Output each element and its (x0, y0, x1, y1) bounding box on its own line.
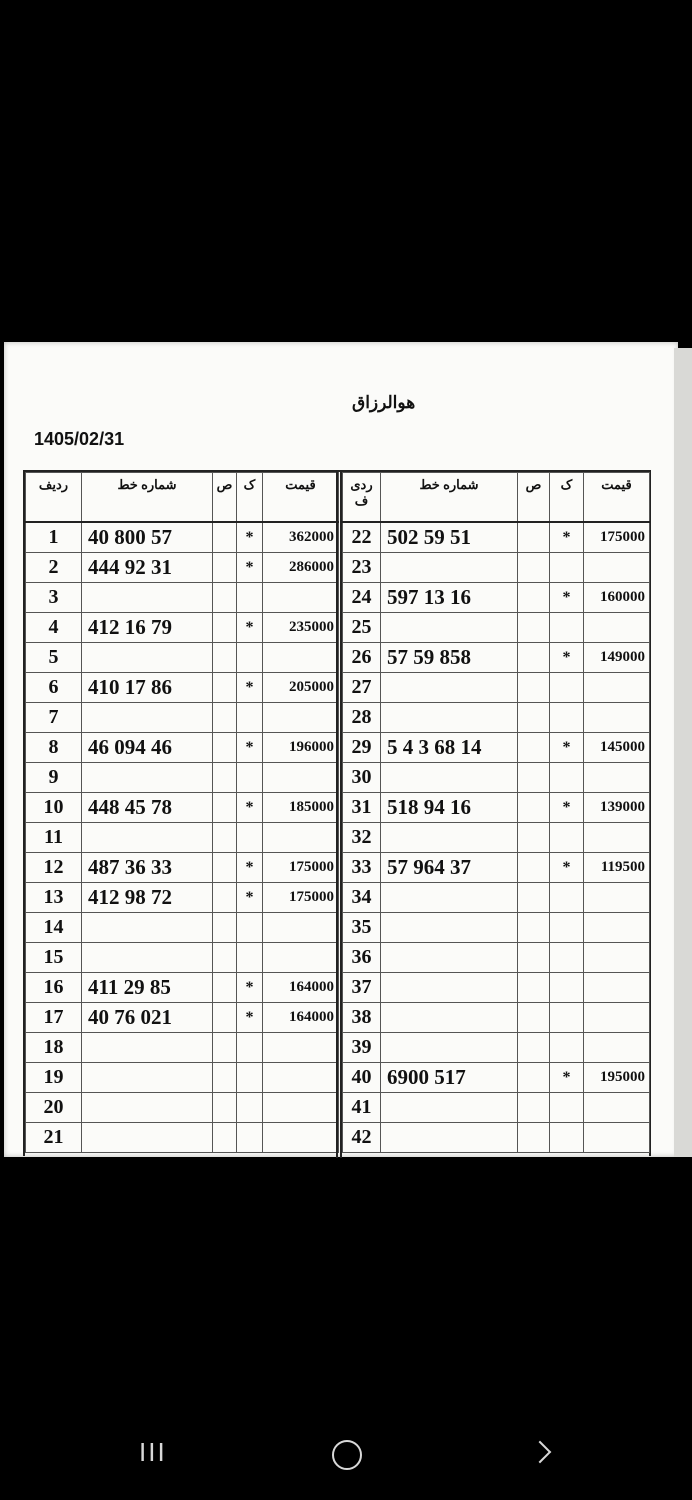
row-number: 23 (343, 553, 381, 583)
k-mark (550, 973, 584, 1003)
k-mark (237, 1093, 263, 1123)
table-row (26, 943, 339, 973)
line-number (381, 973, 518, 1003)
k-mark: * (237, 793, 263, 823)
table-row (26, 1093, 339, 1123)
table-row (26, 703, 339, 733)
k-mark (237, 643, 263, 673)
line-number: 46 094 46 (82, 733, 213, 763)
k-mark (237, 913, 263, 943)
table-row (343, 1033, 650, 1063)
k-mark (237, 583, 263, 613)
row-number: 13 (26, 883, 82, 913)
price: 185000 (263, 793, 339, 823)
line-number (381, 763, 518, 793)
row-number: 19 (26, 1063, 82, 1093)
right-table (342, 472, 650, 1153)
price: 164000 (263, 1003, 339, 1033)
s-cell (518, 1093, 550, 1123)
recent-apps-icon[interactable]: III (139, 1437, 167, 1467)
s-cell (518, 943, 550, 973)
line-number: 487 36 33 (82, 853, 213, 883)
k-mark: * (237, 1003, 263, 1033)
s-cell (518, 763, 550, 793)
header-line-number: شماره خط (381, 473, 518, 523)
line-number: 502 59 51 (381, 522, 518, 553)
line-number (381, 553, 518, 583)
price: 164000 (263, 973, 339, 1003)
k-mark: * (550, 853, 584, 883)
k-mark: * (550, 643, 584, 673)
table-row (26, 853, 339, 883)
line-number (82, 583, 213, 613)
row-number: 20 (26, 1093, 82, 1123)
s-cell (518, 853, 550, 883)
line-number: 57 964 37 (381, 853, 518, 883)
row-number: 2 (26, 553, 82, 583)
s-cell (213, 763, 237, 793)
k-mark (550, 943, 584, 973)
s-cell (213, 553, 237, 583)
document-date: 1405/02/31 (34, 429, 125, 449)
price (263, 823, 339, 853)
k-mark: * (550, 522, 584, 553)
line-number: 597 13 16 (381, 583, 518, 613)
k-mark (550, 763, 584, 793)
header-s: ص (518, 473, 550, 523)
price (263, 943, 339, 973)
k-mark (550, 913, 584, 943)
s-cell (213, 913, 237, 943)
line-number: 5 4 3 68 14 (381, 733, 518, 763)
k-mark (237, 703, 263, 733)
price (584, 883, 650, 913)
k-mark: * (237, 522, 263, 553)
k-mark (237, 1033, 263, 1063)
row-number: 29 (343, 733, 381, 763)
s-cell (518, 823, 550, 853)
row-number: 9 (26, 763, 82, 793)
s-cell (213, 823, 237, 853)
row-number: 8 (26, 733, 82, 763)
s-cell (213, 1063, 237, 1093)
line-number: 40 76 021 (82, 1003, 213, 1033)
left-table-half (25, 472, 338, 1153)
s-cell (518, 883, 550, 913)
document-heading: هوالرزاق (352, 393, 416, 412)
s-cell (213, 973, 237, 1003)
price (263, 703, 339, 733)
price (584, 973, 650, 1003)
s-cell (213, 733, 237, 763)
s-cell (518, 733, 550, 763)
s-cell (213, 883, 237, 913)
row-number: 40 (343, 1063, 381, 1093)
line-number (381, 673, 518, 703)
price (263, 1033, 339, 1063)
row-number: 4 (26, 613, 82, 643)
k-mark: * (237, 883, 263, 913)
table-row (343, 733, 650, 763)
price (263, 913, 339, 943)
table-row (343, 943, 650, 973)
row-number: 27 (343, 673, 381, 703)
s-cell (518, 673, 550, 703)
line-number: 448 45 78 (82, 793, 213, 823)
price (263, 643, 339, 673)
s-cell (213, 793, 237, 823)
price: 119500 (584, 853, 650, 883)
price: 195000 (584, 1063, 650, 1093)
row-number: 10 (26, 793, 82, 823)
row-number: 39 (343, 1033, 381, 1063)
row-number: 11 (26, 823, 82, 853)
table-row (343, 1063, 650, 1093)
k-mark (237, 943, 263, 973)
row-number: 5 (26, 643, 82, 673)
price: 175000 (263, 883, 339, 913)
k-mark: * (237, 673, 263, 703)
line-number: 444 92 31 (82, 553, 213, 583)
s-cell (518, 973, 550, 1003)
left-table (25, 472, 339, 1153)
k-mark (237, 823, 263, 853)
line-number (381, 913, 518, 943)
k-mark (550, 673, 584, 703)
line-number (82, 763, 213, 793)
line-number (82, 1063, 213, 1093)
row-number: 22 (343, 522, 381, 553)
table-row (343, 913, 650, 943)
row-number: 33 (343, 853, 381, 883)
line-number (82, 1093, 213, 1123)
k-mark (550, 823, 584, 853)
s-cell (213, 643, 237, 673)
k-mark (237, 763, 263, 793)
table-row (26, 1033, 339, 1063)
price-table (23, 470, 651, 1156)
row-number: 30 (343, 763, 381, 793)
line-number (82, 823, 213, 853)
row-number: 31 (343, 793, 381, 823)
price: 196000 (263, 733, 339, 763)
line-number (82, 1123, 213, 1153)
table-row (343, 673, 650, 703)
price (584, 1003, 650, 1033)
s-cell (518, 553, 550, 583)
s-cell (518, 1063, 550, 1093)
price: 139000 (584, 793, 650, 823)
header-row-number: ردی ف (343, 473, 381, 523)
table-row (26, 793, 339, 823)
table-row (343, 583, 650, 613)
s-cell (213, 703, 237, 733)
header-k: ک (237, 473, 263, 523)
table-row (26, 583, 339, 613)
s-cell (213, 583, 237, 613)
row-number: 21 (26, 1123, 82, 1153)
row-number: 28 (343, 703, 381, 733)
s-cell (518, 1033, 550, 1063)
line-number (381, 1123, 518, 1153)
price (584, 1033, 650, 1063)
right-table-half (342, 472, 649, 1153)
table-row (26, 823, 339, 853)
table-row (343, 522, 650, 553)
k-mark: * (237, 973, 263, 1003)
price: 286000 (263, 553, 339, 583)
line-number: 410 17 86 (82, 673, 213, 703)
k-mark (237, 1123, 263, 1153)
s-cell (213, 1123, 237, 1153)
table-row (26, 673, 339, 703)
header-s: ص (213, 473, 237, 523)
left-header-row (26, 473, 339, 523)
price (263, 763, 339, 793)
line-number (82, 703, 213, 733)
s-cell (213, 853, 237, 883)
price: 362000 (263, 522, 339, 553)
price (263, 1063, 339, 1093)
row-number: 17 (26, 1003, 82, 1033)
row-number: 15 (26, 943, 82, 973)
row-number: 34 (343, 883, 381, 913)
k-mark (550, 613, 584, 643)
line-number: 412 16 79 (82, 613, 213, 643)
k-mark: * (550, 733, 584, 763)
price (584, 763, 650, 793)
s-cell (213, 1093, 237, 1123)
table-row (343, 1123, 650, 1153)
table-row (343, 643, 650, 673)
price (263, 1093, 339, 1123)
line-number (82, 1033, 213, 1063)
k-mark (550, 883, 584, 913)
line-number: 412 98 72 (82, 883, 213, 913)
row-number: 32 (343, 823, 381, 853)
price (584, 673, 650, 703)
k-mark (237, 1063, 263, 1093)
price: 149000 (584, 643, 650, 673)
row-number: 6 (26, 673, 82, 703)
line-number (82, 943, 213, 973)
price (584, 823, 650, 853)
price (584, 613, 650, 643)
table-row (343, 703, 650, 733)
header-price: قیمت (263, 473, 339, 523)
table-row (26, 883, 339, 913)
line-number: 6900 517 (381, 1063, 518, 1093)
price: 175000 (263, 853, 339, 883)
line-number: 57 59 858 (381, 643, 518, 673)
table-row (343, 973, 650, 1003)
table-row (26, 1123, 339, 1153)
k-mark: * (550, 583, 584, 613)
line-number (381, 613, 518, 643)
row-number: 25 (343, 613, 381, 643)
k-mark: * (550, 793, 584, 823)
table-row (26, 1003, 339, 1033)
price (584, 703, 650, 733)
line-number: 40 800 57 (82, 522, 213, 553)
price: 160000 (584, 583, 650, 613)
row-number: 42 (343, 1123, 381, 1153)
price: 235000 (263, 613, 339, 643)
row-number: 14 (26, 913, 82, 943)
s-cell (518, 703, 550, 733)
s-cell (518, 913, 550, 943)
home-icon[interactable] (332, 1440, 362, 1470)
row-number: 1 (26, 522, 82, 553)
row-number: 37 (343, 973, 381, 1003)
s-cell (518, 643, 550, 673)
k-mark: * (237, 853, 263, 883)
line-number (381, 703, 518, 733)
table-row (26, 733, 339, 763)
line-number (82, 643, 213, 673)
price (263, 1123, 339, 1153)
table-row (343, 553, 650, 583)
row-number: 18 (26, 1033, 82, 1063)
table-row (343, 883, 650, 913)
table-row (343, 793, 650, 823)
row-number: 16 (26, 973, 82, 1003)
k-mark (550, 1033, 584, 1063)
table-row (343, 823, 650, 853)
right-header-row (343, 473, 650, 523)
table-row (343, 1093, 650, 1123)
k-mark (550, 553, 584, 583)
price (584, 553, 650, 583)
line-number (381, 823, 518, 853)
table-row (343, 853, 650, 883)
table-row (343, 613, 650, 643)
s-cell (213, 1003, 237, 1033)
price: 145000 (584, 733, 650, 763)
table-row (343, 1003, 650, 1033)
price (584, 1123, 650, 1153)
row-number: 35 (343, 913, 381, 943)
header-row-number: ردیف (26, 473, 82, 523)
table-row (26, 1063, 339, 1093)
row-number: 38 (343, 1003, 381, 1033)
table-row (26, 613, 339, 643)
row-number: 24 (343, 583, 381, 613)
s-cell (518, 613, 550, 643)
line-number (82, 913, 213, 943)
k-mark (550, 1093, 584, 1123)
header-k: ک (550, 473, 584, 523)
s-cell (518, 793, 550, 823)
table-row (26, 973, 339, 1003)
price: 175000 (584, 522, 650, 553)
row-number: 36 (343, 943, 381, 973)
row-number: 41 (343, 1093, 381, 1123)
row-number: 12 (26, 853, 82, 883)
row-number: 7 (26, 703, 82, 733)
header-price: قیمت (584, 473, 650, 523)
s-cell (213, 943, 237, 973)
s-cell (213, 613, 237, 643)
k-mark (550, 1003, 584, 1033)
price (584, 1093, 650, 1123)
k-mark (550, 1123, 584, 1153)
row-number: 3 (26, 583, 82, 613)
s-cell (518, 583, 550, 613)
line-number (381, 883, 518, 913)
price (584, 943, 650, 973)
line-number (381, 1093, 518, 1123)
k-mark: * (550, 1063, 584, 1093)
k-mark (550, 703, 584, 733)
price: 205000 (263, 673, 339, 703)
paper-edge (674, 348, 692, 1157)
s-cell (213, 673, 237, 703)
header-line-number: شماره خط (82, 473, 213, 523)
k-mark: * (237, 613, 263, 643)
table-row (26, 763, 339, 793)
table-row (26, 913, 339, 943)
s-cell (213, 1033, 237, 1063)
table-row (26, 643, 339, 673)
line-number: 411 29 85 (82, 973, 213, 1003)
price (263, 583, 339, 613)
table-row (343, 763, 650, 793)
k-mark: * (237, 733, 263, 763)
price (584, 913, 650, 943)
s-cell (213, 522, 237, 553)
s-cell (518, 522, 550, 553)
line-number (381, 943, 518, 973)
line-number: 518 94 16 (381, 793, 518, 823)
line-number (381, 1033, 518, 1063)
k-mark: * (237, 553, 263, 583)
table-row (26, 553, 339, 583)
row-number: 26 (343, 643, 381, 673)
line-number (381, 1003, 518, 1033)
s-cell (518, 1123, 550, 1153)
s-cell (518, 1003, 550, 1033)
table-row (26, 522, 339, 553)
